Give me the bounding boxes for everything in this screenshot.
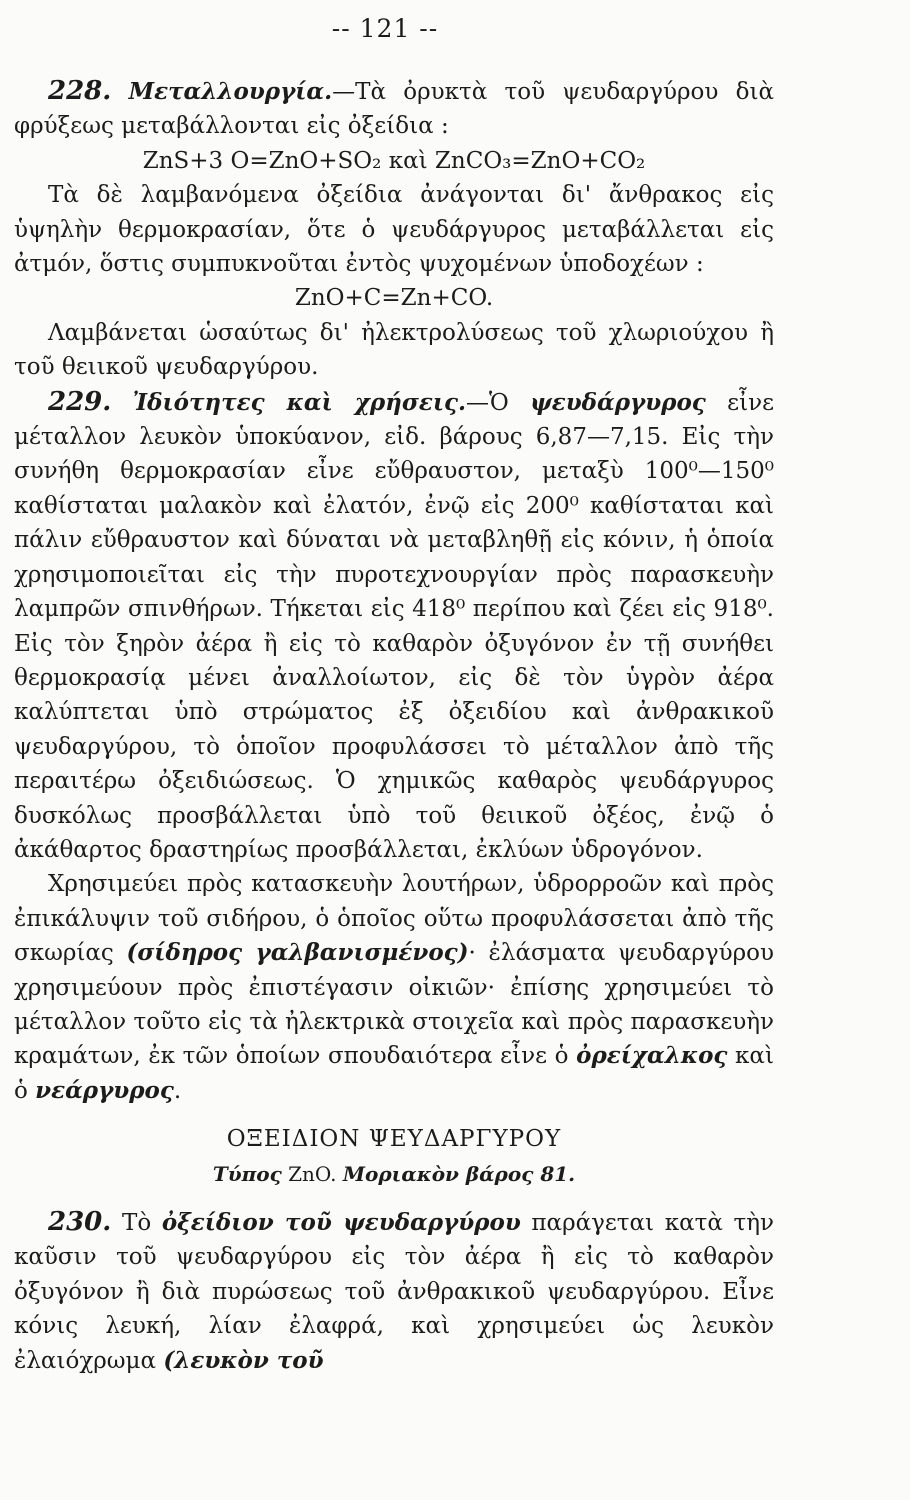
- section-number: 228.: [48, 76, 112, 106]
- page-body: [14, 74, 774, 1378]
- paragraph-text: Τὸ: [111, 1210, 162, 1236]
- paragraph: [14, 867, 774, 1108]
- formula: ZnO.: [281, 1161, 343, 1186]
- paragraph-text: Χρησιμεύει πρὸς κατασκευὴν λουτήρων, ὑδρορροῶν καὶ πρὸς ἐπικάλυψιν τοῦ σιδήρου, ὁ ὁποῖος οὕτω προφυλάσσεται ἀπὸ τῆς σκωρίας: [14, 871, 774, 967]
- section-title: Μεταλλουργία.: [128, 78, 333, 105]
- section-heading: ΟΞΕΙΔΙΟΝ ΨΕΥΔΑΡΓΥΡΟΥ: [226, 1126, 562, 1153]
- section-number: 230.: [48, 1207, 112, 1237]
- paragraph-text: —Τὰ ὀρυκτὰ τοῦ ψευδαργύρου διὰ φρύξεως μεταβάλλονται εἰς ὀξείδια :: [14, 79, 774, 140]
- paragraph-text: παράγεται κατὰ τὴν καῦσιν τοῦ ψευδαργύρου εἰς τὸν ἀέρα ἢ εἰς τὸ καθαρὸν ὀξυγόνον ἢ διὰ πυρώσεως τοῦ ἀνθρακικοῦ ψευδαργύρου. Εἶνε κόνις λευκή, λίαν ἐλαφρά, καὶ χρησιμεύει ὡς λευκὸν ἐλαιόχρωμα: [14, 1210, 774, 1374]
- term: ὀρείχαλκος: [576, 1042, 728, 1070]
- section-230-paragraph: [14, 1205, 774, 1378]
- paragraph-text: —Ὁ: [465, 389, 531, 416]
- paragraph: Λαμβάνεται ὡσαύτως δι' ἠλεκτρολύσεως τοῦ χλωριούχου ἢ τοῦ θειικοῦ ψευδαργύρου.: [14, 319, 774, 381]
- formula-label: Τύπος: [212, 1161, 282, 1186]
- term: ὀξείδιον τοῦ ψευδαργύρου: [161, 1209, 521, 1236]
- paragraph-text: .: [173, 1077, 182, 1104]
- term: νεάργυρος: [35, 1076, 174, 1104]
- paragraph-text: καὶ ὁ: [14, 1043, 774, 1104]
- equation: ZnS+3 O=ZnO+SO₂ καὶ ZnCO₃=ZnO+CO₂: [142, 147, 646, 174]
- page-number: -- 121 --: [331, 14, 439, 43]
- section-228-paragraph: [14, 74, 774, 144]
- equation: ZnO+C=Zn+CO.: [294, 285, 494, 312]
- formula-line: [14, 1157, 774, 1191]
- section-229-paragraph: [14, 385, 774, 868]
- term: ψευδάργυρος: [530, 388, 706, 416]
- term: (λευκὸν τοῦ: [163, 1346, 324, 1374]
- paragraph-text: · ἐλάσματα ψευδαργύρου χρησιμεύουν πρὸς ἐπιστέγασιν οἰκιῶν· ἐπίσης χρησιμεύει τὸ μέταλλον τοῦτο εἰς τὰ ἠλεκτρικὰ στοιχεῖα καὶ πρὸς παρασκευὴν κραμάτων, ἐκ τῶν ὁποίων σπουδαιότερα εἶνε ὁ: [14, 940, 775, 1070]
- section-title: Ἰδιότητες καὶ χρήσεις.: [132, 388, 466, 416]
- paragraph: Τὰ δὲ λαμβανόμενα ὀξείδια ἀνάγονται δι' ἄνθρακος εἰς ὑψηλὴν θερμοκρασίαν, ὅτε ὁ ψευδάργυρος μεταβάλλεται εἰς ἀτμόν, ὅστις συμπυκνοῦται ἐντὸς ψυχομένων ὑποδοχέων :: [14, 182, 774, 278]
- term: (σίδηρος γαλβανισμένος): [126, 939, 469, 967]
- paragraph-text: εἶνε μέταλλον λευκὸν ὑποκύανον, εἰδ. βάρους 6,87—7,15. Εἰς τὴν συνήθη θερμοκρασίαν εἶνε εὔθραυστον, μεταξὺ 100⁰—150⁰ καθίσταται μαλακὸν καὶ ἐλατόν, ἐνῷ εἰς 200⁰ καθίσταται καὶ πάλιν εὔθραυστον καὶ δύναται νὰ μεταβληθῇ εἰς κόνιν, ἡ ὁποία χρησιμοποιεῖται εἰς τὴν πυροτεχνουργίαν πρὸς παρασκευὴν λαμπρῶν σπινθήρων. Τήκεται εἰς 418⁰ περίπου καὶ ζέει εἰς 918⁰. Εἰς τὸν ξηρὸν ἀέρα ἢ εἰς τὸ καθαρὸν ὀξυγόνον ἐν τῇ συνήθει θερμοκρασίᾳ μένει ἀναλλοίωτον, εἰς δὲ τὸν ὑγρὸν ἀέρα καλύπτεται ὑπὸ στρώματος ἐξ ὀξειδίου καὶ ἀνθρακικοῦ ψευδαργύρου, τὸ ὁποῖον προφυλάσσει τὸ μέταλλον ἀπὸ τῆς περαιτέρω ὀξειδιώσεως. Ὁ χημικῶς καθαρὸς ψευδάργυρος δυσκόλως προσβάλλεται ὑπὸ τοῦ θειικοῦ ὀξέος, ἐνῷ ὁ ἀκάθαρτος δραστηρίως προσβάλλεται, ἐκλύων ὑδρογόνον.: [14, 389, 774, 863]
- molecular-weight: Μοριακὸν βάρος 81.: [342, 1161, 576, 1186]
- section-number: 229.: [48, 386, 112, 417]
